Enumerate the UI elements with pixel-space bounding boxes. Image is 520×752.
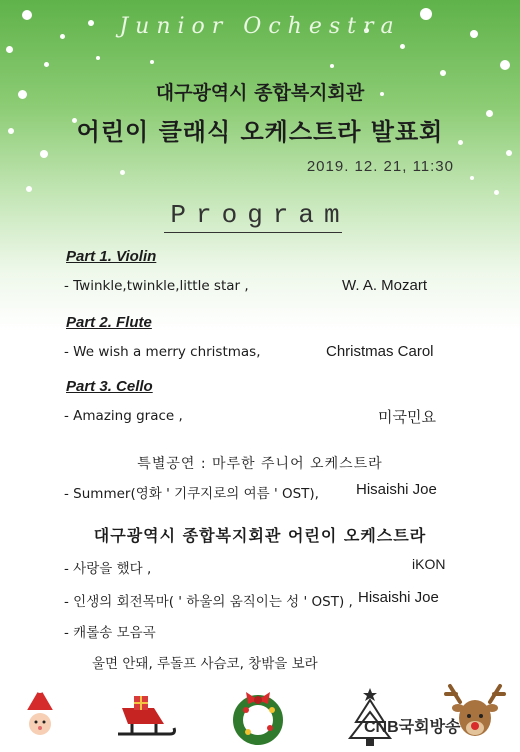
piece-title: - 캐롤송 모음곡 xyxy=(64,625,156,641)
santa-icon xyxy=(16,686,64,748)
composer: W. A. Mozart xyxy=(342,277,428,294)
wreath-icon xyxy=(230,688,286,746)
event-datetime: 2019. 12. 21, 11:30 xyxy=(306,158,454,175)
piece-title: - 인생의 회전목마( ' 하울의 움직이는 성 ' OST) , xyxy=(64,594,353,610)
composer: 미국민요 xyxy=(378,409,436,426)
part-heading: Part 3. Cello xyxy=(66,378,153,395)
reindeer-icon xyxy=(440,680,510,746)
orchestra-heading: 대구광역시 종합복지회관 어린이 오케스트라 xyxy=(93,526,427,545)
sleigh-icon xyxy=(114,690,178,746)
composer: Christmas Carol xyxy=(326,343,434,360)
piece-title: - 사랑을 했다 , xyxy=(64,561,152,577)
broadcaster-logo: CNB국회방송 xyxy=(364,719,461,736)
piece-title: - Summer(영화 ' 기쿠지로의 여름 ' OST), xyxy=(64,486,319,502)
part-heading: Part 1. Violin xyxy=(66,248,157,265)
medley-list: 울면 안돼, 루돌프 사슴코, 창밖을 보라 xyxy=(92,656,318,672)
program-underline xyxy=(164,232,342,233)
event-title: 어린이 클래식 오케스트라 발표회 xyxy=(76,118,444,146)
composer: Hisaishi Joe xyxy=(358,589,439,606)
special-heading: 특별공연 : 마루한 주니어 오케스트라 xyxy=(137,456,383,472)
program-heading: Program xyxy=(170,200,350,230)
piece-title: - Twinkle,twinkle,little star , xyxy=(64,278,249,294)
piece-title: - Amazing grace , xyxy=(64,408,183,424)
institution-name: 대구광역시 종합복지회관 xyxy=(155,82,365,104)
piece-title: - We wish a merry christmas, xyxy=(64,344,261,360)
banner-text: Junior Ochestra xyxy=(119,14,401,39)
composer: Hisaishi Joe xyxy=(356,481,437,498)
composer: iKON xyxy=(412,556,446,572)
part-heading: Part 2. Flute xyxy=(66,314,152,331)
